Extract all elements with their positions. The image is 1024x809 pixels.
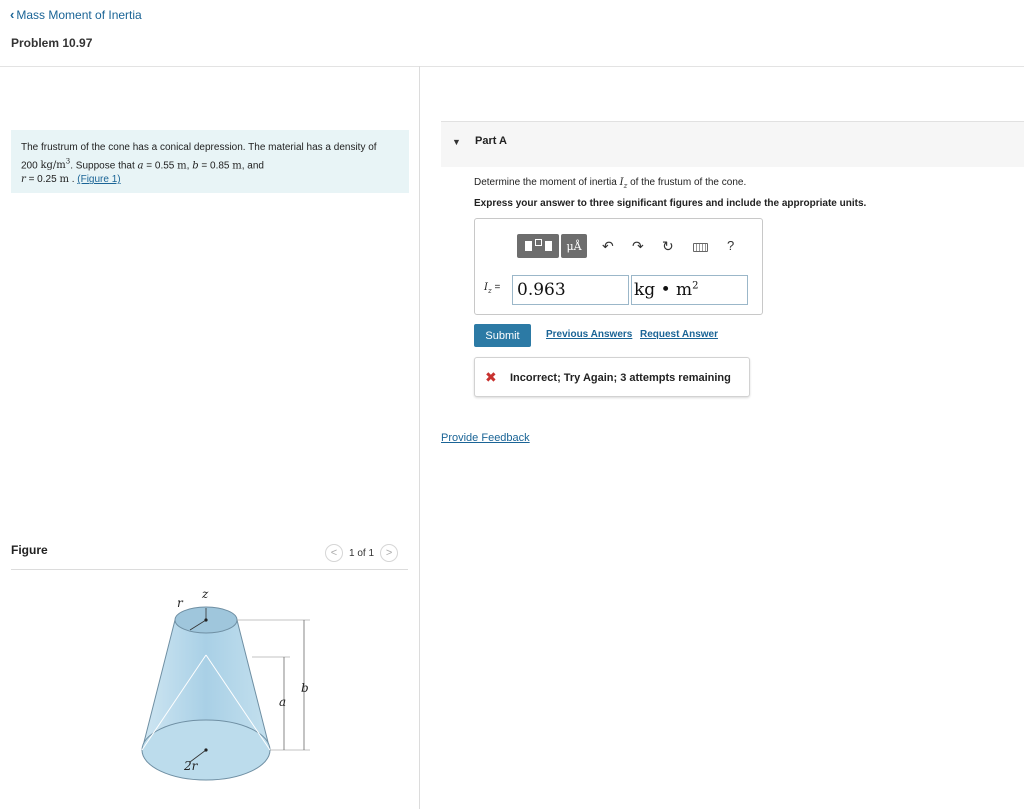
answer-label xyxy=(484,282,500,295)
density-unit: $kg/m^3$ xyxy=(40,158,71,172)
part-a-title: Part A xyxy=(475,135,507,147)
figure-link[interactable]: (Figure 1) xyxy=(77,174,121,186)
problem-line-2 xyxy=(21,155,399,173)
label-r: r xyxy=(177,596,183,610)
template-block-icon xyxy=(525,241,532,251)
previous-answers-link[interactable]: Previous Answers xyxy=(546,329,633,340)
question-pre: Determine the moment of inertia xyxy=(474,177,617,188)
submit-button[interactable]: Submit xyxy=(474,324,531,347)
symbol-b: b xyxy=(192,160,199,172)
feedback-message xyxy=(474,357,750,397)
figure-page-indicator: 1 of 1 xyxy=(349,547,375,559)
unit-b: m xyxy=(232,160,242,172)
figure-divider xyxy=(11,569,408,570)
text-suppose: . Suppose that xyxy=(70,160,135,172)
value-b: = 0.85 xyxy=(201,160,230,172)
error-x-icon: ✖ xyxy=(485,369,497,385)
unit-r: m xyxy=(59,174,69,186)
question-post: of the frustum of the cone. xyxy=(630,177,747,188)
label-a: a xyxy=(279,695,287,709)
collapse-triangle-icon[interactable]: ▼ xyxy=(452,137,461,147)
units-button[interactable]: μÅ xyxy=(561,234,587,258)
label-2r: 2r xyxy=(184,759,198,773)
question-symbol: $I_z$ xyxy=(619,177,628,190)
units-base: kg • m xyxy=(634,280,693,300)
column-divider xyxy=(419,66,420,809)
figure-prev-button[interactable]: < xyxy=(325,544,343,562)
top-center xyxy=(204,618,207,621)
value-a: = 0.55 xyxy=(146,160,175,172)
symbol-r: r xyxy=(21,174,26,186)
templates-button[interactable] xyxy=(517,234,559,258)
answer-editor xyxy=(474,218,763,315)
figure-next-button[interactable]: > xyxy=(380,544,398,562)
redo-icon[interactable]: ↷ xyxy=(632,238,644,254)
template-block-icon-2 xyxy=(545,241,552,251)
figure-pager xyxy=(325,544,398,562)
template-box-icon xyxy=(535,239,542,246)
question-text xyxy=(474,177,746,190)
text-and: , and xyxy=(241,160,264,172)
reset-icon[interactable]: ↻ xyxy=(662,238,674,254)
provide-feedback-link[interactable]: Provide Feedback xyxy=(441,432,530,444)
top-divider xyxy=(0,66,1024,67)
label-z: z xyxy=(202,587,209,601)
value-r: = 0.25 xyxy=(28,174,57,186)
density-value: 200 xyxy=(21,160,38,172)
label-b: b xyxy=(301,681,309,695)
answer-symbol: $I_z$ xyxy=(484,282,492,295)
problem-statement xyxy=(11,130,409,193)
back-link[interactable] xyxy=(10,7,142,22)
part-a-header[interactable] xyxy=(441,121,1024,167)
frustum-figure xyxy=(130,580,330,785)
figure-heading: Figure xyxy=(11,543,48,557)
keyboard-icon[interactable] xyxy=(693,243,708,252)
request-answer-link[interactable]: Request Answer xyxy=(640,329,718,340)
help-button[interactable]: ? xyxy=(727,238,735,253)
problem-line-1: The frustrum of the cone has a conical depression. The material has a density of xyxy=(21,142,377,153)
units-exponent: 2 xyxy=(692,280,699,292)
instruction-text: Express your answer to three significant figures and include the appropriate units. xyxy=(474,198,867,209)
unit-a: m xyxy=(177,160,187,172)
page-title: Problem 10.97 xyxy=(11,36,93,50)
base-center xyxy=(204,748,207,751)
answer-value-input[interactable]: 0.963 xyxy=(512,275,629,305)
feedback-text: Incorrect; Try Again; 3 attempts remaining xyxy=(510,372,731,384)
symbol-a: a xyxy=(137,160,144,172)
comma: , xyxy=(186,160,190,172)
chevron-left-icon: ‹ xyxy=(10,7,15,22)
back-link-label: Mass Moment of Inertia xyxy=(16,7,142,22)
answer-equals: = xyxy=(494,282,501,293)
answer-units-input[interactable] xyxy=(631,275,748,305)
period: . xyxy=(71,174,75,186)
undo-icon[interactable]: ↶ xyxy=(602,238,614,254)
problem-line-3 xyxy=(21,173,399,187)
